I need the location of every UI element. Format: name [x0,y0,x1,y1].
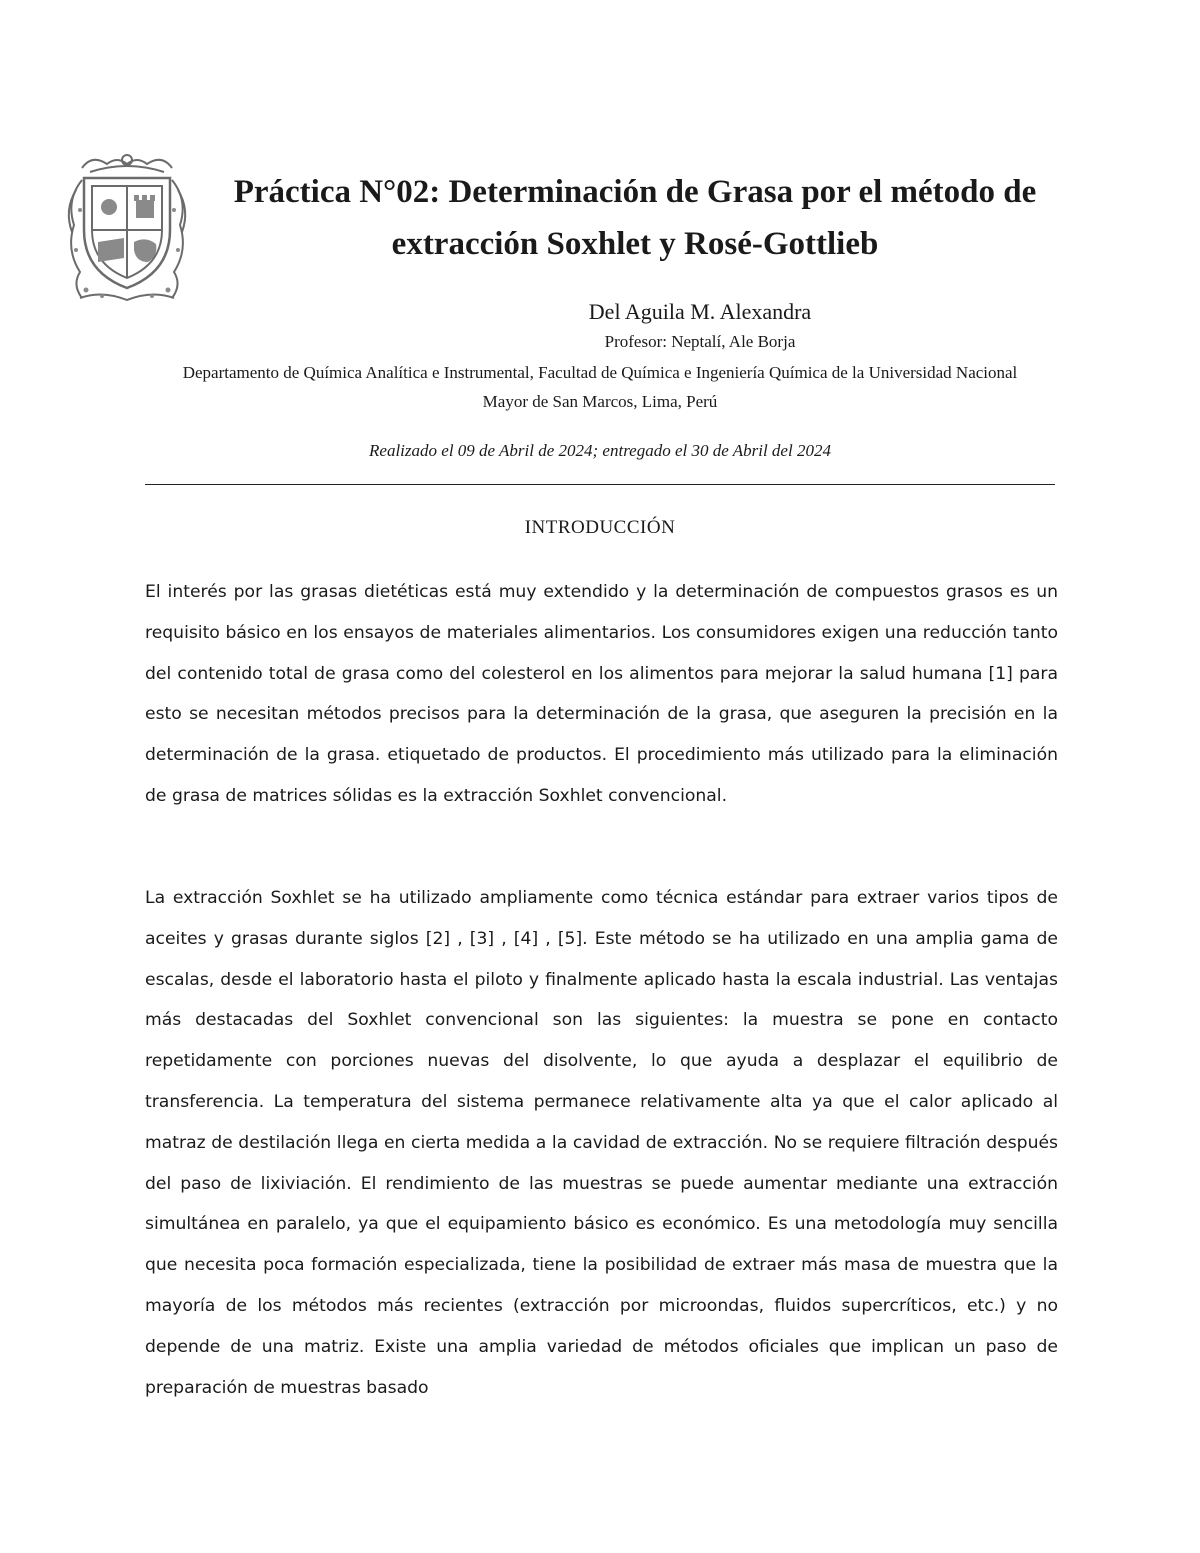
dates-line: Realizado el 09 de Abril de 2024; entregado el 30 de Abril del 2024 [369,441,831,460]
horizontal-divider [145,484,1055,485]
department-affiliation: Departamento de Química Analítica e Instrumental, Facultad de Química e Ingeniería Química de la Universidad Nacional Mayor de San Marcos, Lima, Perú [182,363,1018,411]
document-title: Práctica N°02: Determinación de Grasa por el método de extracción Soxhlet y Rosé-Gottlieb [233,174,1037,262]
university-seal-icon [62,150,192,305]
author-name: Del Aguila M. Alexandra [588,299,812,324]
section-heading-introduccion: INTRODUCCIÓN [524,517,676,538]
professor-line: Profesor: Neptalí, Ale Borja [604,332,796,351]
paragraph-2: La extracción Soxhlet se ha utilizado ampliamente como técnica estándar para extraer varios tipos de aceites y grasas durante siglos [2] , [3] , [4] , [5]. Este método se ha utilizado en una amplia gama de escalas, desde el laboratorio hasta el piloto y finalmente aplicado hasta la escala industrial. Las ventajas más destacadas del Soxhlet convencional son las siguientes: la muestra se pone en contacto repetidamente con porciones nuevas del disolvente, lo que ayuda a desplazar el equilibrio de transferencia. La temperatura del sistema permanece relativamente alta ya que el calor aplicado al matraz de destilación llega en cierta medida a la cavidad de extracción. No se requiere filtración después del paso de lixiviación. El rendimiento de las muestras se puede aumentar mediante una extracción simultánea en paralelo, ya que el equipamiento básico es económico. Es una metodología muy sencilla que necesita poca formación especializada, tiene la posibilidad de extraer más masa de muestra que la mayoría de los métodos más recientes (extracción por microondas, fluidos supercríticos, etc.) y no depende de una matriz. Existe una amplia variedad de métodos oficiales que implican un paso de preparación de muestras basado [145,888,1058,1398]
paragraph-1: El interés por las grasas dietéticas está muy extendido y la determinación de compuestos grasos es un requisito básico en los ensayos de materiales alimentarios. Los consumidores exigen una reducción tanto del contenido total de grasa como del colesterol en los alimentos para mejorar la salud humana [1] para esto se necesitan métodos precisos para la determinación de la grasa, que aseguren la precisión en la determinación de la grasa. etiquetado de productos. El procedimiento más utilizado para la eliminación de grasa de matrices sólidas es la extracción Soxhlet convencional. [145,582,1058,806]
